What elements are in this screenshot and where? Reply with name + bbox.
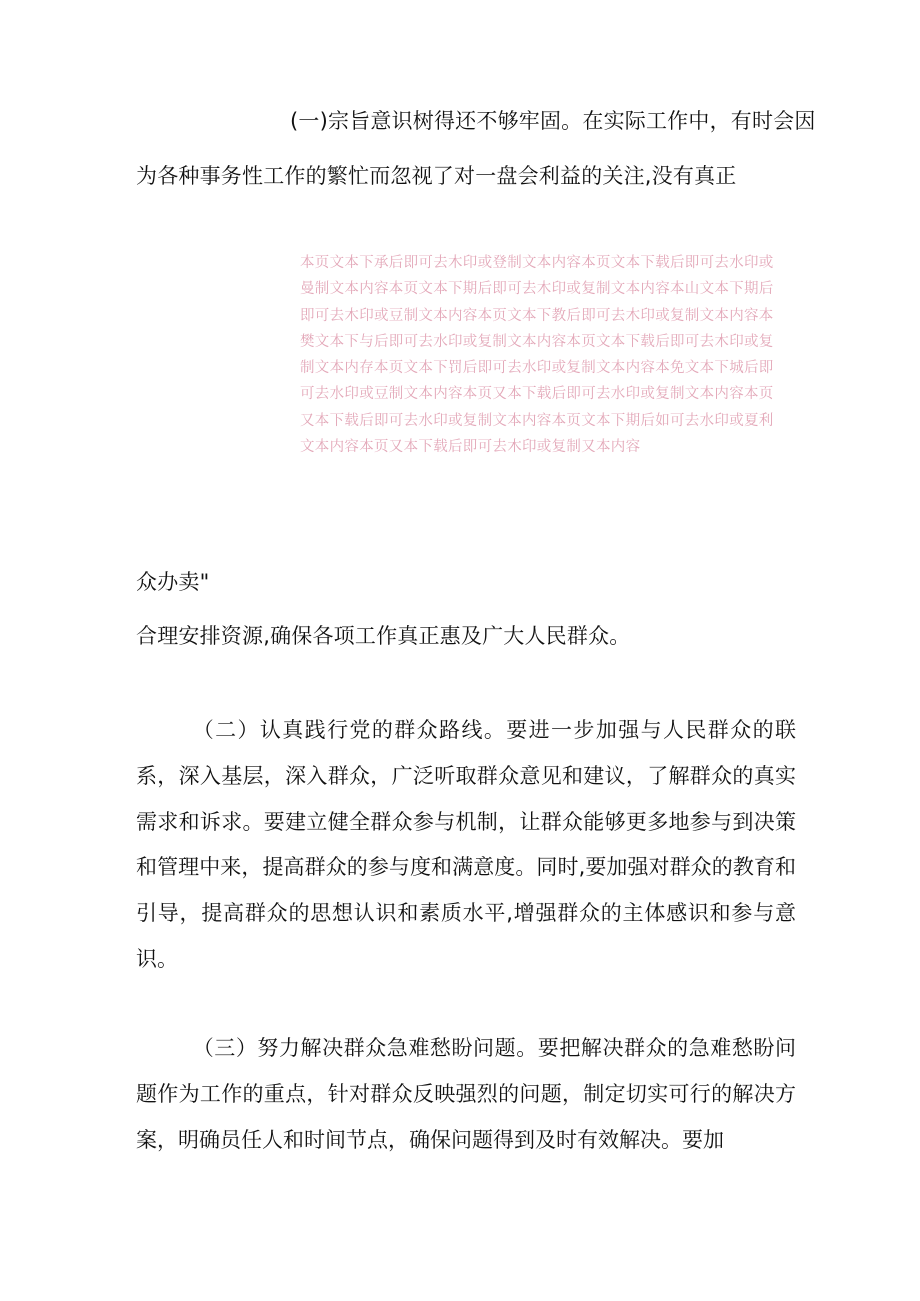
section-2-paragraph: （二）认真践行党的群众路线。要进一步加强与人民群众的联系，深入基层，深入群众，广泛听取群众意见和建议，了解群众的真实需求和诉求。要建立健全群众参与机制，让群众能够更多地参与到决策和管理中来，提高群众的参与度和满意度。同时,要加强对群众的教育和引导，提高群众的思想认识和素质水平,增强群众的主体感识和参与意识。 <box>136 718 796 971</box>
text-fragment: 众办卖" <box>136 570 210 594</box>
section-1-line-2: 为各种事务性工作的繁忙而忽视了对一盘会利益的关注,没有真正 <box>136 164 737 188</box>
paragraph-conclusion-line: 合理安排资源,确保各项工作真正惠及广大人民群众。 <box>136 624 631 648</box>
section-1-line-1: (一)宗旨意识树得还不够牢固。在实际工作中，有时会因 <box>290 109 816 133</box>
watermark-text-block: 本页文本下承后即可去木印或登制文本内容本页文本下载后即可去水印或曼制文本内容本页文本下期后即可去木印或复制文本内容本山文本下期后即可去木印或豆制文本内容本页文本下教后即可去木印或复制文本内容本樊文本下与后即可去水印或复制文本内容本页文本下载后即可去木印或复制文本内存本页文本下罚后即可去水印或复制文本内容本免文本下城后即可去水印或豆制文本内容本页又本下载后即可去水印或复制文本内容本页又本下载后即可去水印或复制文本内容本页文本下期后如可去水印或夏利文本内容本页又本下载后即可去木印或复制又本内容 <box>300 255 774 456</box>
section-3-paragraph: （三）努力解决群众急难愁盼问题。要把解决群众的急难愁盼问题作为工作的重点，针对群众反映强烈的问题，制定切实可行的解决方案，明确员任人和时间节点，确保问题得到及时有效解决。要加 <box>136 1036 796 1152</box>
